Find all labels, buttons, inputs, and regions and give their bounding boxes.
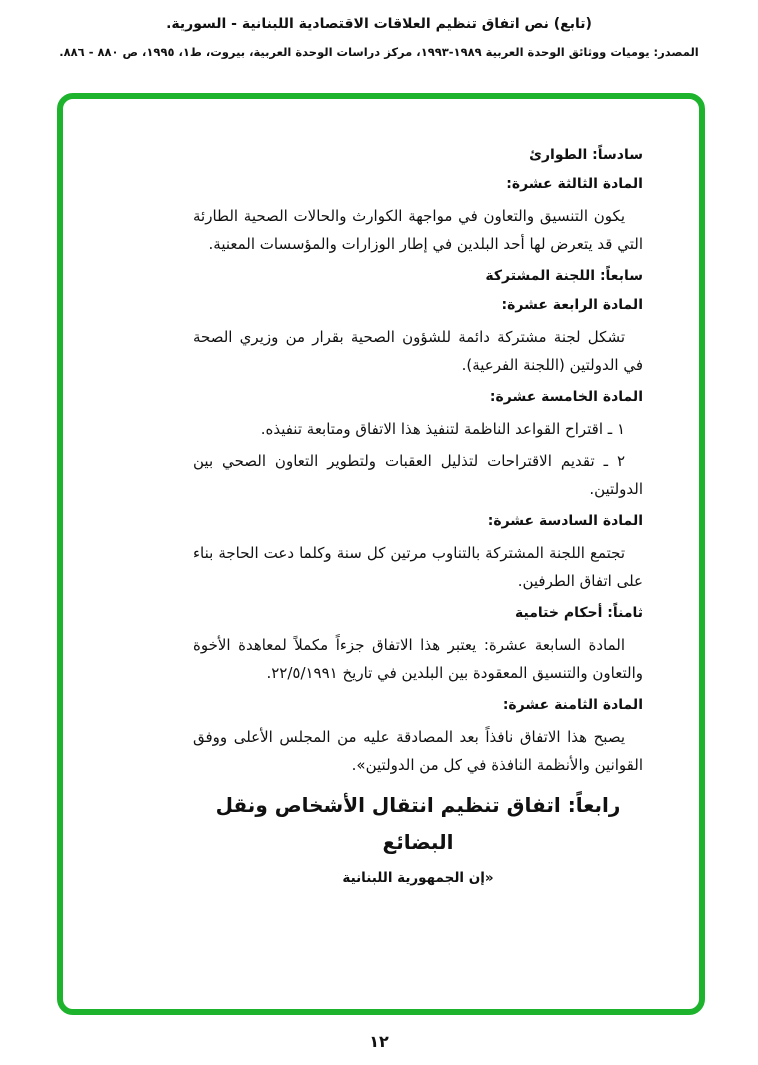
paragraph: يصبح هذا الاتفاق نافذاً بعد المصادقة عليه من المجلس الأعلى ووفق القوانين والأنظمة النافذة في كل من الدولتين». xyxy=(193,728,643,774)
frame-content xyxy=(63,99,699,889)
numbered-item: ١ ـ اقتراح القواعد الناظمة لتنفيذ هذا الاتفاق ومتابعة تنفيذه. xyxy=(260,420,625,438)
page-number: ١٢ xyxy=(369,1032,389,1051)
paragraph: المادة السابعة عشرة: يعتبر هذا الاتفاق جزءاً مكملاً لمعاهدة الأخوة والتعاون والتنسيق المعقودة بين البلدين في تاريخ ٢٢/٥/١٩٩١. xyxy=(193,636,643,682)
section-heading: سادساً: الطوارئ xyxy=(529,147,643,163)
header-source: المصدر: يوميات ووثائق الوحدة العربية ١٩٨٩-١٩٩٣، مركز دراسات الوحدة العربية، بيروت، ط١، ١٩٩٥، ص ٨٨٠ - ٨٨٦. xyxy=(59,45,699,59)
page-header xyxy=(0,0,758,59)
paragraph: تجتمع اللجنة المشتركة بالتناوب مرتين كل سنة وكلما دعت الحاجة بناء على اتفاق الطرفين. xyxy=(193,544,643,590)
section-heading: ثامناً: أحكام ختامية xyxy=(515,605,643,621)
article-heading: المادة الخامسة عشرة: xyxy=(489,389,643,405)
article-heading: المادة الرابعة عشرة: xyxy=(501,297,643,313)
header-title: (تابع) نص اتفاق تنظيم العلاقات الاقتصادية اللبنانية - السورية. xyxy=(166,16,592,32)
paragraph: يكون التنسيق والتعاون في مواجهة الكوارث والحالات الصحية الطارئة التي قد يتعرض لها أحد البلدين في إطار الوزارات والمؤسسات المعنية. xyxy=(193,207,643,253)
article-heading: المادة السادسة عشرة: xyxy=(487,513,643,529)
document-frame xyxy=(57,93,705,1015)
section-heading: سابعاً: اللجنة المشتركة xyxy=(485,268,643,284)
chapter-title: رابعاً: اتفاق تنظيم انتقال الأشخاص ونقل البضائع xyxy=(215,793,621,854)
numbered-item: ٢ ـ تقديم الاقتراحات لتذليل العقبات ولتطوير التعاون الصحي بين الدولتين. xyxy=(193,452,643,498)
article-heading: المادة الثالثة عشرة: xyxy=(506,176,643,192)
paragraph: تشكل لجنة مشتركة دائمة للشؤون الصحية بقرار من وزيري الصحة في الدولتين (اللجنة الفرعية). xyxy=(193,328,643,374)
article-heading: المادة الثامنة عشرة: xyxy=(502,697,643,713)
opening-line: «إن الجمهورية اللبنانية xyxy=(342,870,494,886)
